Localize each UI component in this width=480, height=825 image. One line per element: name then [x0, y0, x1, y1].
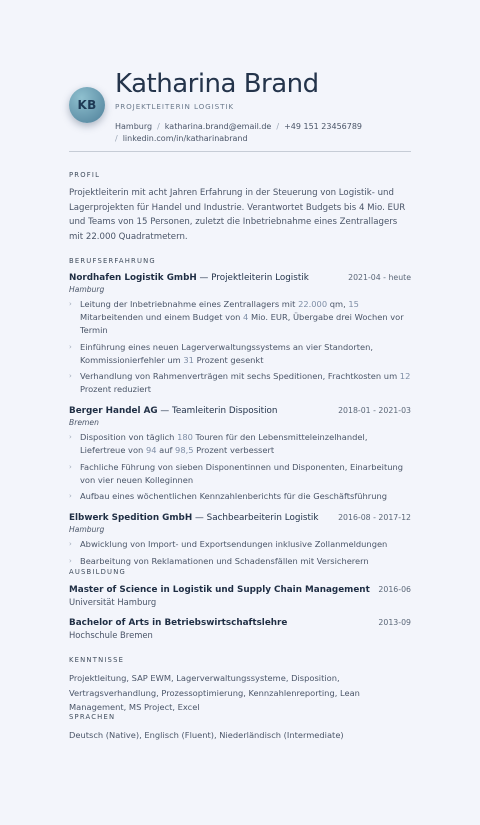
job-position: Teamleiterin Disposition	[172, 406, 278, 416]
chevron-right-icon: ›	[69, 462, 72, 471]
job-entry	[69, 406, 411, 503]
education-date: 2013-09	[378, 618, 411, 627]
contact-phone[interactable]: +49 151 23456789	[284, 122, 363, 131]
separator: /	[157, 122, 160, 131]
bullet-text: Touren für den Lebensmitteleinzelhandel, Liefertreue von	[80, 432, 368, 455]
bullet-text: Disposition von täglich	[80, 432, 178, 442]
section-title-skills: KENNTNISSE	[69, 656, 125, 664]
bullet-text: Aufbau eines wöchentlichen Kennzahlenberichts für die Geschäftsführung	[80, 491, 387, 501]
section-title-experience: BERUFSERFAHRUNG	[69, 257, 156, 265]
bullet-text: auf	[156, 445, 176, 455]
job-company: Berger Handel AG	[69, 406, 158, 416]
highlight-number: 15	[348, 299, 359, 309]
job-location: Bremen	[69, 418, 99, 427]
education-degree: Master of Science in Logistik und Supply Chain Management	[69, 585, 370, 595]
job-header	[69, 513, 411, 523]
education-degree: Bachelor of Arts in Betriebswirtschaftslehre	[69, 618, 288, 628]
job-location: Hamburg	[69, 525, 105, 534]
header-divider	[69, 151, 411, 152]
job-bullet	[69, 555, 411, 568]
highlight-number: 12	[399, 371, 411, 381]
bullet-text: Mitarbeitenden und einem Budget von	[80, 312, 244, 322]
highlight-number: 98,5	[175, 445, 194, 455]
chevron-right-icon: ›	[69, 492, 72, 500]
separator: /	[276, 122, 280, 131]
avatar-initials: KB	[77, 98, 97, 112]
job-bullet	[69, 341, 411, 367]
job-bullet	[69, 461, 411, 487]
separator: /	[115, 134, 118, 143]
bullet-text: Prozent gesenkt	[193, 354, 264, 365]
job-location: Hamburg	[69, 285, 105, 294]
profile-section	[69, 171, 411, 244]
job-date: 2016-08 - 2017-12	[338, 513, 411, 522]
job-bullets	[69, 431, 411, 503]
job-title-separator: —	[192, 513, 207, 523]
job-bullet	[69, 431, 411, 457]
highlight-number: 94	[145, 445, 157, 455]
resume-header	[69, 0, 411, 152]
bullet-text: Abwicklung von Import- und Exportsendungen inklusive Zollanmeldungen	[80, 539, 388, 549]
bullet-text: Fachliche Führung von sieben Disponentinnen und Disponenten, Einarbeitung von vier neuen Kolleginnen	[80, 461, 403, 485]
highlight-number: 180	[177, 432, 193, 442]
chevron-right-icon: ›	[69, 300, 72, 308]
job-position: Sachbearbeiterin Logistik	[206, 513, 319, 523]
job-title	[69, 273, 309, 283]
contact-city: Hamburg	[115, 122, 153, 131]
job-header	[69, 406, 411, 416]
bullet-text: Mio. EUR, Übergabe drei Wochen vor Termin	[80, 312, 404, 335]
education-item	[69, 585, 411, 607]
bullet-text: Prozent reduziert	[80, 384, 152, 394]
chevron-right-icon: ›	[69, 556, 72, 565]
job-title	[69, 406, 278, 416]
education-item	[69, 618, 411, 640]
chevron-right-icon: ›	[69, 372, 72, 380]
contact-linkedin[interactable]: linkedin.com/in/katharinabrand	[122, 134, 248, 143]
job-bullets	[69, 298, 411, 396]
education-date: 2016-06	[378, 585, 411, 594]
job-date: 2018-01 - 2021-03	[338, 406, 411, 415]
job-list	[69, 273, 411, 568]
job-position: Projektleiterin Logistik	[211, 273, 309, 283]
job-bullet	[69, 538, 411, 551]
highlight-number: 22.000	[298, 299, 328, 309]
bullet-text: Prozent verbessert	[193, 445, 275, 455]
contact-info	[115, 121, 411, 145]
job-header	[69, 273, 411, 283]
job-title-separator: —	[157, 406, 172, 416]
experience-section	[69, 257, 411, 571]
highlight-number: 4	[243, 312, 249, 322]
section-title-profile: PROFIL	[69, 171, 101, 179]
job-title-separator: —	[196, 273, 212, 283]
job-company: Elbwerk Spedition GmbH	[69, 513, 193, 523]
job-bullets	[69, 538, 411, 568]
education-school: Universität Hamburg	[69, 597, 157, 607]
job-date: 2021-04 - heute	[348, 273, 411, 282]
bullet-text: Verhandlung von Rahmenverträgen mit sechs Speditionen, Frachtkosten um	[80, 371, 400, 381]
bullet-text: qm,	[327, 299, 349, 309]
contact-email[interactable]: katharina.brand@email.de	[164, 122, 272, 131]
bullet-text: Bearbeitung von Reklamationen und Schadensfällen mit Versicherern	[80, 555, 369, 566]
section-title-languages: SPRACHEN	[69, 713, 116, 721]
education-school: Hochschule Bremen	[69, 630, 153, 640]
highlight-number: 31	[183, 354, 194, 365]
education-section	[69, 568, 411, 640]
chevron-right-icon: ›	[69, 342, 72, 351]
profile-text: Projektleiterin mit acht Jahren Erfahrung in der Steuerung von Logistik- und Lagerprojekten für Handel und Industrie. Verantwortet Budgets bis 4 Mio. EUR und Teams von 15 Personen, zuletzt die Inbetriebnahme eines Zentrallagers mit 22.000 Quadratmetern.	[69, 188, 406, 242]
job-entry	[69, 273, 411, 396]
bullet-text: Leitung der Inbetriebnahme eines Zentrallagers mit	[80, 299, 299, 309]
job-entry	[69, 513, 411, 568]
skills-text: Projektleitung, SAP EWM, Lagerverwaltungssysteme, Disposition, Vertragsverhandlung, Prozessoptimierung, Kennzahlenreporting, Lean Management, MS Project, Excel	[69, 673, 360, 712]
header-text	[115, 68, 411, 145]
job-bullet	[69, 490, 411, 503]
chevron-right-icon: ›	[69, 540, 72, 548]
job-company: Nordhafen Logistik GmbH	[69, 273, 197, 283]
job-bullet	[69, 298, 411, 337]
chevron-right-icon: ›	[69, 433, 72, 441]
skills-section	[69, 656, 411, 715]
job-title	[69, 513, 318, 523]
candidate-name: Katharina Brand	[115, 69, 319, 99]
avatar	[69, 87, 105, 123]
languages-section	[69, 713, 411, 743]
section-title-education: AUSBILDUNG	[69, 568, 126, 576]
job-bullet	[69, 370, 411, 396]
languages-text: Deutsch (Native), Englisch (Fluent), Niederländisch (Intermediate)	[69, 730, 344, 740]
bullet-text: Einführung eines neuen Lagerverwaltungssystems an vier Standorten, Kommissionierfehler um	[80, 341, 374, 365]
candidate-role: PROJEKTLEITERIN LOGISTIK	[115, 102, 235, 111]
